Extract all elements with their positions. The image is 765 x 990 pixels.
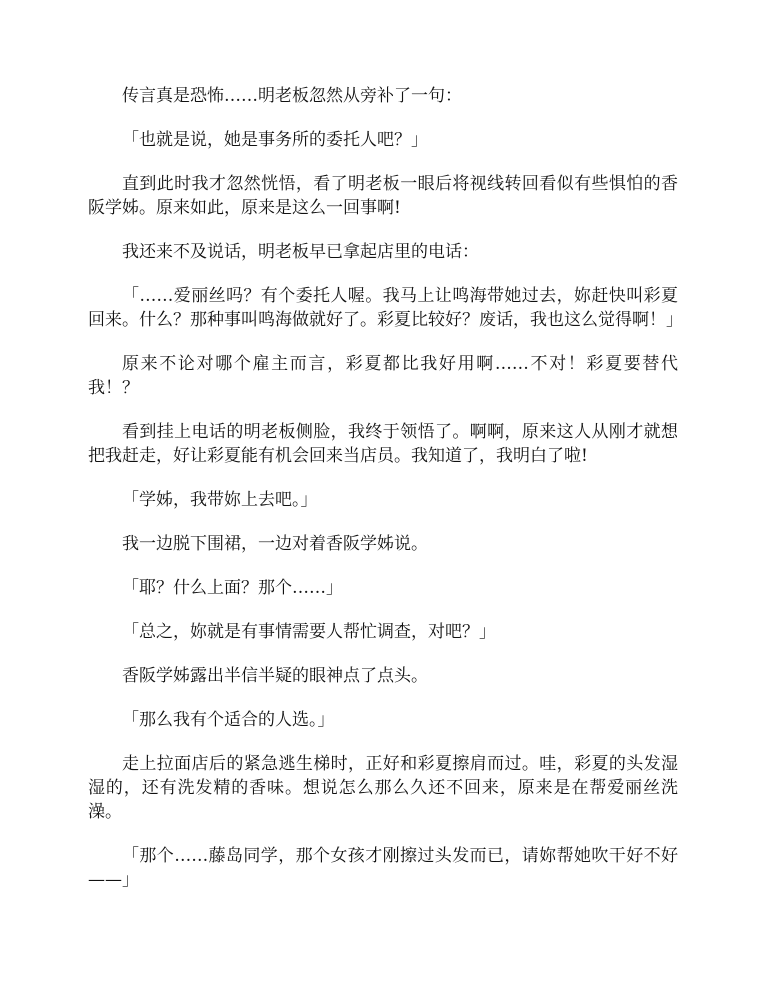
paragraph-5: 「……爱丽丝吗？有个委托人喔。我马上让鸣海带她过去，妳赶快叫彩夏回来。什么？那种事叫鸣海做就好了。彩夏比较好？废话，我也这么觉得啊！」	[88, 286, 683, 330]
paragraph-9: 我一边脱下围裙，一边对着香阪学姊说。	[122, 534, 428, 554]
paragraph-7: 看到挂上电话的明老板侧脸，我终于领悟了。啊啊，原来这人从刚才就想把我赶走，好让彩夏能有机会回来当店员。我知道了，我明白了啦!	[88, 422, 678, 466]
paragraph-4: 我还来不及说话，明老板早已拿起店里的电话：	[122, 242, 479, 262]
paragraph-10: 「耶？什么上面？那个……」	[122, 578, 343, 598]
document-page	[88, 84, 683, 912]
paragraph-11: 「总之，妳就是有事情需要人帮忙调查，对吧？」	[122, 622, 496, 642]
paragraph-8: 「学姊，我带妳上去吧。」	[122, 490, 318, 510]
paragraph-2: 「也就是说，她是事务所的委托人吧？」	[122, 130, 428, 150]
paragraph-14: 走上拉面店后的紧急逃生梯时，正好和彩夏擦肩而过。哇，彩夏的头发湿湿的，还有洗发精的香味。想说怎么那么久还不回来，原来是在帮爱丽丝洗澡。	[88, 754, 678, 822]
paragraph-1: 传言真是恐怖……明老板忽然从旁补了一句：	[122, 86, 462, 106]
paragraph-12: 香阪学姊露出半信半疑的眼神点了点头。	[122, 666, 428, 686]
paragraph-13: 「那么我有个适合的人选。」	[122, 710, 335, 730]
paragraph-3: 直到此时我才忽然恍悟，看了明老板一眼后将视线转回看似有些惧怕的香阪学姊。原来如此，原来是这么一回事啊!	[88, 174, 678, 218]
paragraph-15: 「那个……藤岛同学，那个女孩才刚擦过头发而已，请妳帮她吹干好不好——」	[88, 846, 678, 890]
paragraph-6: 原来不论对哪个雇主而言，彩夏都比我好用啊……不对！彩夏要替代我！？	[88, 354, 678, 398]
